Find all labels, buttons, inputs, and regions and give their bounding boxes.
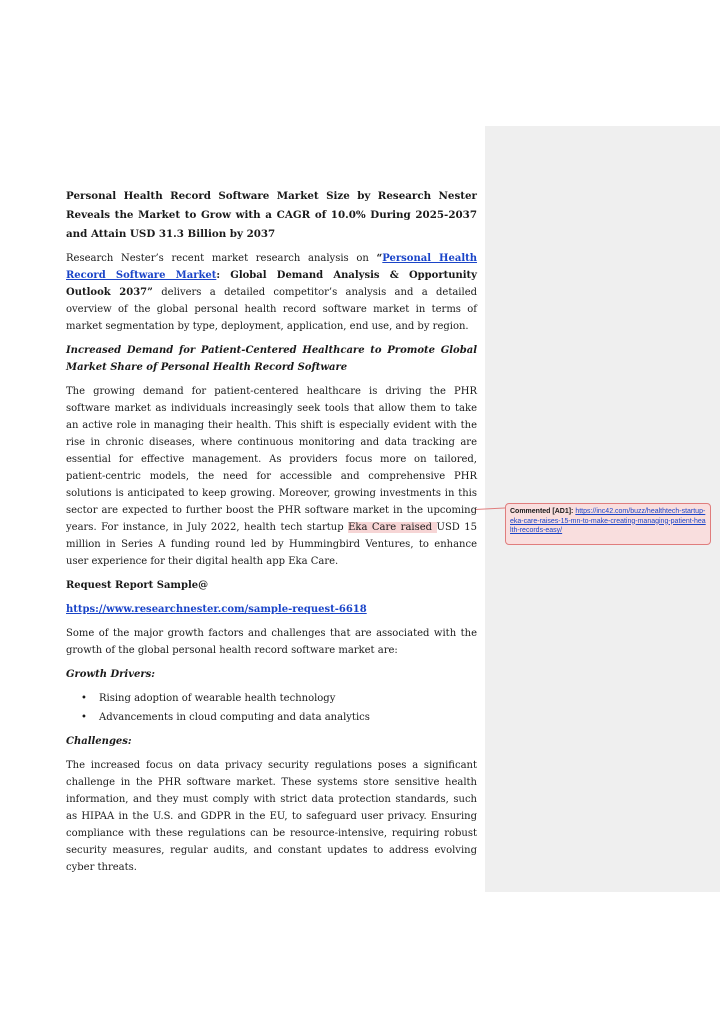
intro-bold-suffix: : Global Demand Analysis & Opportunity Outlook 2037” — [66, 270, 477, 298]
request-sample-label: Request Report Sample@ — [66, 580, 209, 591]
body-paragraph — [66, 383, 477, 570]
sample-request-link[interactable]: https://www.researchnester.com/sample-request-6618 — [66, 604, 367, 615]
body-before-highlight: The growing demand for patient-centered healthcare is driving the PHR software market as individuals increasingly seek tools that allow them to take an active role in managing their health. This shift is especially evident with the rise in chronic diseases, where continuous monitoring and data tracking are essential for effective management. As providers focus more on tailored, patient-centric models, the need for accessible and comprehensive PHR solutions is anticipated to keep growing. Moreover, growing investments in this sector are expected to further boost the PHR software market in the upcoming years. For instance, in July 2022, health tech startup — [66, 386, 477, 533]
document-body — [66, 187, 477, 883]
intro-paragraph — [66, 250, 477, 335]
comment-balloon[interactable] — [505, 503, 711, 545]
list-item: • Rising adoption of wearable health technology — [99, 690, 477, 707]
growth-drivers-heading: Growth Drivers: — [66, 669, 155, 680]
section-heading: Increased Demand for Patient-Centered Healthcare to Promote Global Market Share of Personal Health Record Software — [66, 345, 477, 373]
commented-text-highlight[interactable]: Eka Care raised — [348, 522, 437, 533]
market-report-link[interactable]: Personal Health Record Software Market — [66, 253, 478, 281]
body-after-highlight: USD 15 million in Series A funding round led by Hummingbird Ventures, to enhance user experience for their digital health app Eka Care. — [66, 522, 477, 567]
challenges-heading: Challenges: — [66, 736, 132, 747]
comment-label: Commented [AD1]: — [510, 508, 574, 515]
list-item: • Advancements in cloud computing and data analytics — [99, 709, 477, 726]
factors-intro: Some of the major growth factors and challenges that are associated with the growth of the global personal health record software market are: — [66, 628, 477, 656]
comment-url-link[interactable]: https://inc42.com/buzz/healthtech-startup-eka-care-raises-15-mn-to-make-creating-managing-patient-health-records-easy/ — [510, 508, 706, 534]
intro-prefix: Research Nester’s recent market research analysis on — [66, 253, 377, 264]
article-title: Personal Health Record Software Market Size by Research Nester Reveals the Market to Grow with a CAGR of 10.0% During 2025-2037 and Attain USD 31.3 Billion by 2037 — [66, 190, 477, 240]
growth-drivers-list — [66, 690, 477, 726]
intro-rest: delivers a detailed competitor’s analysis and a detailed overview of the global personal health record software market in terms of market segmentation by type, deployment, application, end use, and by region. — [66, 287, 478, 332]
challenges-paragraph: The increased focus on data privacy security regulations poses a significant challenge in the PHR software market. These systems store sensitive health information, and they must comply with strict data protection standards, such as HIPAA in the U.S. and GDPR in the EU, to safeguard user privacy. Ensuring compliance with these regulations can be resource-intensive, requiring robust security measures, regular audits, and constant updates to address evolving cyber threats. — [66, 760, 477, 873]
intro-open-quote: “ — [376, 253, 383, 264]
